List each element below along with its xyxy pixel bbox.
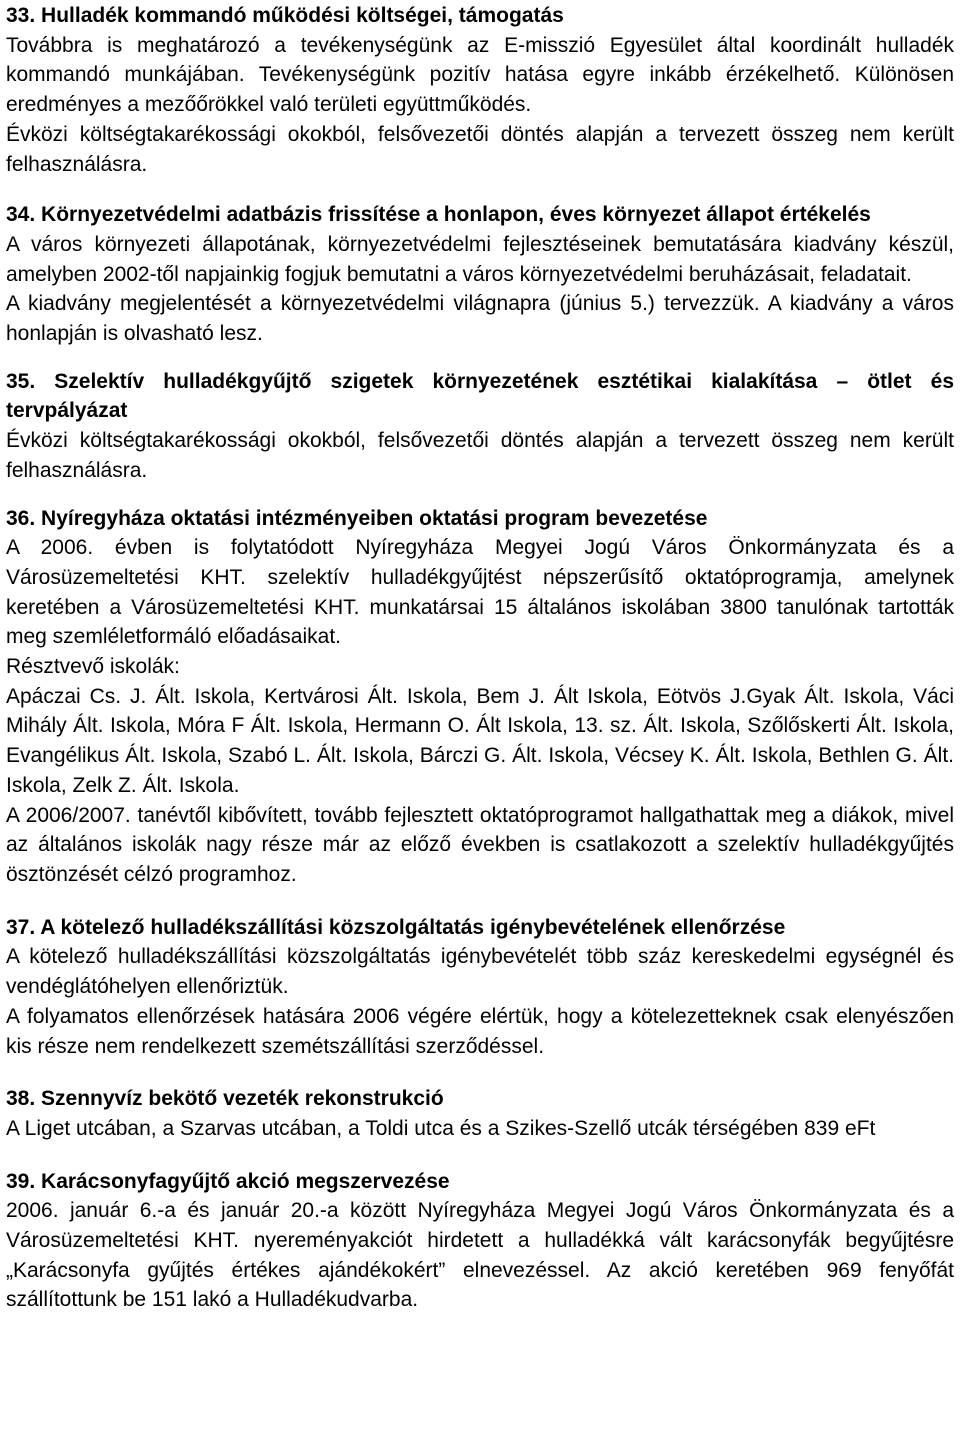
section-34 (6, 200, 954, 349)
section-33 (6, 0, 954, 179)
section-paragraph: A folyamatos ellenőrzések hatására 2006 végére elértük, hogy a kötelezetteknek csak elenyészően kis része nem rendelkezett szemétszállítási szerződéssel. (6, 1004, 954, 1058)
section-heading: 39. Karácsonyfagyűjtő akció megszervezése (6, 1169, 450, 1193)
section-paragraph: Továbbra is meghatározó a tevékenységünk az E-misszió Egyesület által koordinált hulladék kommandó munkájában. Tevékenységünk pozitív hatása egyre inkább érzékelhető. Különösen eredményes a mezőőrökkel való területi együttműködés. (6, 33, 954, 117)
section-heading: 38. Szennyvíz bekötő vezeték rekonstrukció (6, 1087, 444, 1111)
section-39 (6, 1167, 954, 1316)
section-36 (6, 504, 954, 890)
section-paragraph: A 2006. évben is folytatódott Nyíregyháza Megyei Jogú Város Önkormányzata és a Városüzemeltetési KHT. szelektív hulladékgyűjtést népszerűsítő oktatóprogramja, amelynek keretében a Városüzemeltetési KHT. munkatársai 15 általános iskolában 3800 tanulónak tartották meg szemléletformáló előadásaikat. (6, 536, 954, 649)
section-heading: 34. Környezetvédelmi adatbázis frissítése a honlapon, éves környezet állapot értékelés (6, 203, 871, 227)
section-heading: 36. Nyíregyháza oktatási intézményeiben oktatási program bevezetése (6, 506, 708, 530)
section-paragraph: 2006. január 6.-a és január 20.-a között Nyíregyháza Megyei Jogú Város Önkormányzata és a Városüzemeltetési KHT. nyereményakciót hirdetett a hulladékká vált karácsonyfák begyűjtésre „Karácsonyfa gyűjtés értékes ajándékokért” elnevezéssel. Az akció keretében 969 fenyőfát szállítottunk be 151 lakó a Hulladékudvarba. (6, 1199, 954, 1312)
section-paragraph: A 2006/2007. tanévtől kibővített, tovább fejlesztett oktatóprogramot hallgathattak meg a diákok, mivel az általános iskolák nagy része már az előző években is csatlakozott a szelektív hulladékgyűjtés ösztönzését célzó programhoz. (6, 803, 954, 886)
section-38 (6, 1084, 954, 1143)
section-35 (6, 367, 954, 486)
participating-schools-label: Résztvevő iskolák: (6, 655, 180, 679)
section-paragraph: A Liget utcában, a Szarvas utcában, a Toldi utca és a Szikes-Szellő utcák térségében 839 eFt (6, 1116, 876, 1140)
section-37 (6, 913, 954, 1062)
section-paragraph: A kötelező hulladékszállítási közszolgáltatás igénybevételét több száz kereskedelmi egységnél és vendéglátóhelyen ellenőriztük. (6, 945, 954, 999)
section-paragraph: Évközi költségtakarékossági okokból, felsővezetői döntés alapján a tervezett összeg nem került felhasználásra. (6, 429, 954, 482)
participating-schools-list: Apáczai Cs. J. Ált. Iskola, Kertvárosi Ált. Iskola, Bem J. Ált Iskola, Eötvös J.Gyak Ált. Iskola, Váci Mihály Ált. Iskola, Móra F Ált. Iskola, Hermann O. Ált Iskola, 13. sz. Ált. Iskola, Szőlőskerti Ált. Iskola, Evangélikus Ált. Iskola, Szabó L. Ált. Iskola, Bárczi G. Ált. Iskola, Vécsey K. Ált. Iskola, Bethlen G. Ált. Iskola, Zelk Z. Ált. Iskola. (6, 684, 954, 797)
section-paragraph: A város környezeti állapotának, környezetvédelmi fejlesztéseinek bemutatására kiadvány készül, amelyben 2002-től napjainkig fogjuk bemutatni a város környezetvédelmi beruházásait, feladatait. (6, 232, 954, 286)
section-heading: 33. Hulladék kommandó működési költségei, támogatás (6, 4, 564, 27)
section-heading: 37. A kötelező hulladékszállítási közszolgáltatás igénybevételének ellenőrzése (6, 915, 786, 939)
section-paragraph: Évközi költségtakarékossági okokból, felsővezetői döntés alapján a tervezett összeg nem került felhasználásra. (6, 122, 954, 176)
section-paragraph: A kiadvány megjelentését a környezetvédelmi világnapra (június 5.) tervezzük. A kiadvány a város honlapján is olvasható lesz. (6, 292, 954, 346)
section-heading: 35. Szelektív hulladékgyűjtő szigetek környezetének esztétikai kialakítása – ötlet és tervpályázat (6, 369, 954, 423)
